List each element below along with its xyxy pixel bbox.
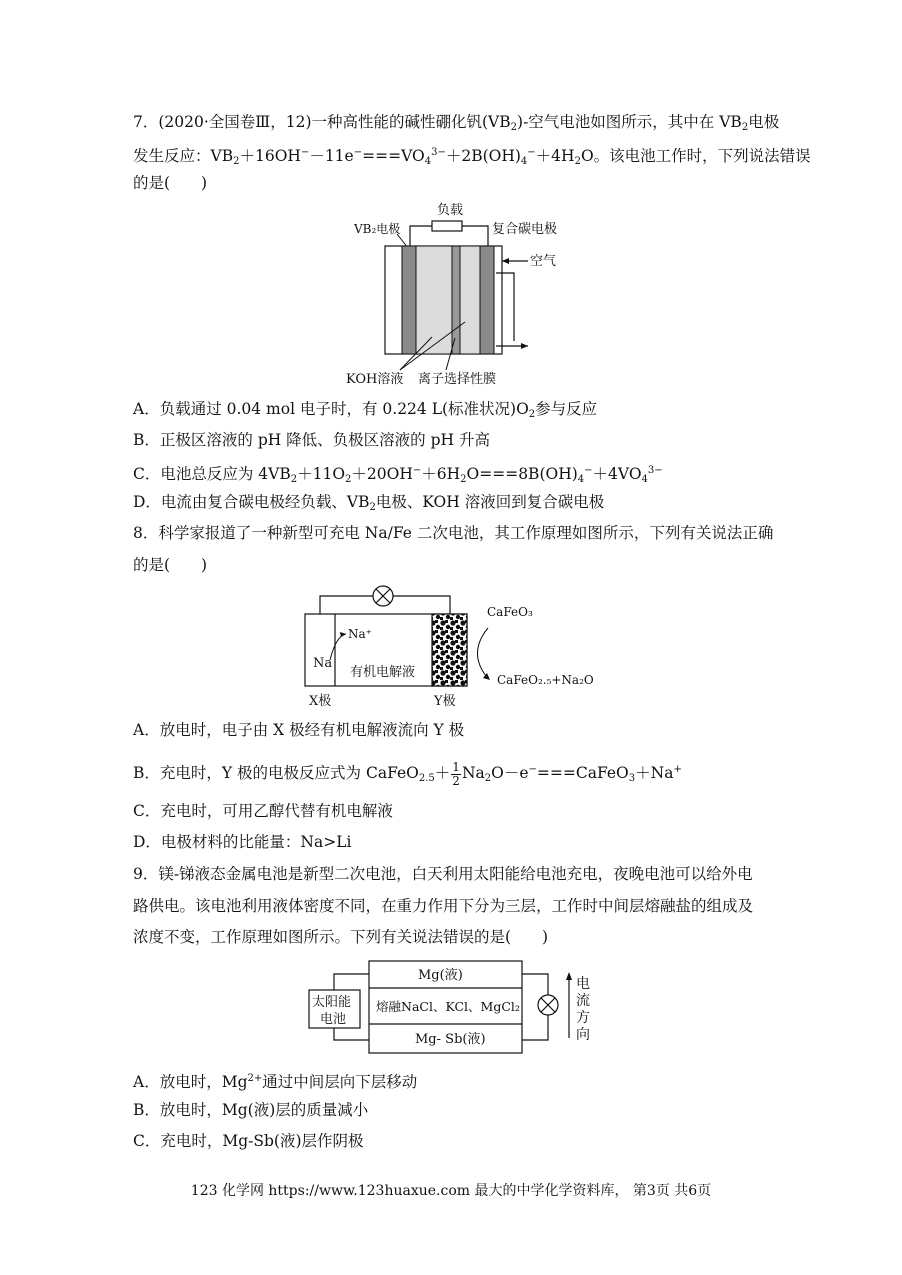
q8-product-label: CaFeO₂.₅+Na₂O [497,673,594,687]
q7-stem-line1: 7．(2020·全国卷Ⅲ，12)一种高性能的碱性硼化钒$(VB_2)-$空气电池如图所示，其中在 $VB_2$电极 [133,113,780,133]
q8-na-ion-label: Na⁺ [348,627,372,641]
q8-y-pole-label: Y极 [434,694,456,709]
q9-option-c: C．充电时，Mg-Sb(液)层作阴极 [133,1132,364,1150]
q7-option-b: B．正极区溶液的 pH 降低、负极区溶液的 pH 升高 [133,431,490,449]
q9-current-char-3: 方 [576,1010,590,1026]
q7-air-label: 空气 [530,254,557,269]
q7-vb2-label: VB₂电极 [354,222,401,236]
q7-stem-line3: 的是( ) [133,174,208,192]
q9-stem-line3: 浓度不变，工作原理如图所示。下列有关说法错误的是( ) [133,928,549,946]
q7-load-label: 负载 [437,203,464,218]
q9-current-char-2: 流 [576,993,590,1009]
q9-salt-layer-label: 熔融NaCl、KCl、MgCl₂ [376,999,520,1014]
q9-mg-layer-label: Mg(液) [418,968,463,983]
q8-option-c: C．充电时，可用乙醇代替有机电解液 [133,802,393,820]
q8-x-pole-label: X极 [309,694,332,709]
q9-stem-line1: 9．镁-锑液态金属电池是新型二次电池，白天利用太阳能给电池充电，夜晚电池可以给外电 [133,865,753,883]
q9-mgsb-layer-label: Mg- Sb(液) [415,1032,486,1047]
q8-stem-line1: 8．科学家报道了一种新型可充电 Na/Fe 二次电池，其工作原理如图所示，下列有关说法正确 [133,524,774,542]
q8-fraction: $\frac{1}{2}$ [452,759,460,788]
q8-option-a: A．放电时，电子由 X 极经有机电解液流向 Y 极 [133,721,465,739]
q7-option-d: D．电流由复合碳电极经负载、$VB_2$电极、KOH 溶液回到复合碳电极 [133,493,605,513]
q7-stem-line2: 发生反应：$VB_2+16OH^--11e^-===VO_4^{3-}+2B(OH)_4^-+4H_2O$。该电池工作时，下列说法错误 [133,147,811,167]
q8-na-label: Na [313,656,333,671]
page-footer: 123 化学网 https://www.123huaxue.com 最大的中学化学资料库， 第3页 共6页 [190,1183,712,1199]
q8-stem-line2: 的是( ) [133,556,208,574]
q7-membrane-label: 离子选择性膜 [418,372,497,387]
q9-current-char-1: 电 [576,976,590,992]
q8-option-b: B．充电时，Y 极的电极反应式为 CaFeO$_{2.5}$＋ $\frac{1}{2}$ $Na_2O-e^-===CaFeO_3+Na^+$ [133,759,682,788]
q9-solar-label-2: 电池 [320,1012,347,1027]
q9-stem-line2: 路供电。该电池利用液体密度不同，在重力作用下分为三层，工作时中间层熔融盐的组成及 [133,897,754,915]
q8-cafeo3-label: CaFeO₃ [487,605,533,619]
q8-electrolyte-label: 有机电解液 [350,665,416,680]
q7-carbon-label: 复合碳电极 [492,222,558,237]
q7-koh-label: KOH溶液 [346,372,404,387]
q7-option-a: A．负载通过 0.04 mol 电子时，有 0.224 L(标准状况)$O_2$参与反应 [133,400,598,420]
q9-current-char-4: 向 [576,1027,590,1043]
q7-option-c: C．电池总反应为 $4VB_2+11O_2+20OH^-+6H_2O===8B(OH)_4^-+4VO_4^{3-}$ [133,465,663,485]
q9-option-b: B．放电时，Mg(液)层的质量减小 [133,1101,369,1119]
q8-option-d: D．电极材料的比能量：Na>Li [133,833,352,851]
q9-option-a: A．放电时，$Mg^{2+}$通过中间层向下层移动 [133,1073,418,1091]
q9-solar-label-1: 太阳能 [312,995,352,1010]
